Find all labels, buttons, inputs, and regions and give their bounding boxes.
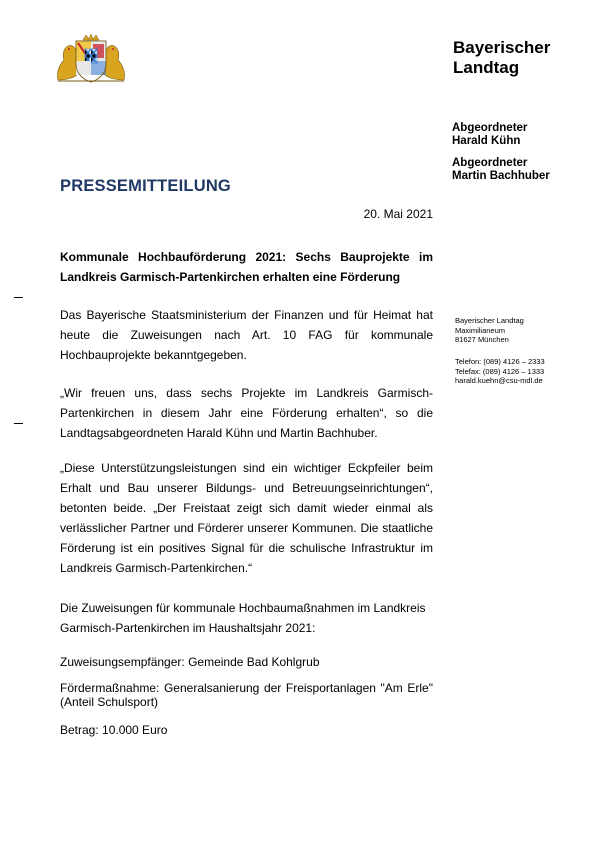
contact-phone: Telefon: (089) 4126 – 2333 [455, 357, 545, 366]
brand-wordmark [453, 38, 583, 78]
brand-line-1: Bayerischer [453, 38, 551, 57]
contact-numbers [455, 357, 585, 386]
contact-org: Bayerischer Landtag [455, 316, 524, 325]
brand-line-2: Landtag [453, 58, 520, 77]
delegate-1 [452, 122, 592, 147]
document-title: PRESSEMITTEILUNG [60, 177, 231, 195]
contact-email: harald.kuehn@csu-mdl.de [455, 376, 543, 385]
coat-of-arms-logo [54, 34, 128, 84]
delegate-name: Martin Bachhuber [452, 169, 550, 182]
contact-fax: Telefax: (089) 4126 – 1333 [455, 366, 545, 376]
headline: Kommunale Hochbauförderung 2021: Sechs Bauprojekte im Landkreis Garmisch-Partenkirchen erhalten eine Förderung [60, 250, 433, 284]
paragraph-allocations: Die Zuweisungen für kommunale Hochbaumaßnahmen im Landkreis Garmisch-Partenkirchen im Haushaltsjahr 2021: [60, 601, 426, 635]
recipient-line: Zuweisungsempfänger: Gemeinde Bad Kohlgrub [60, 655, 320, 669]
document-date: 20. Mai 2021 [363, 207, 433, 221]
paragraph-intro: Das Bayerische Staatsministerium der Finanzen und für Heimat hat heute die Zuweisungen nach Art. 10 FAG für kommunale Hochbauprojekte bekanntgegeben. [60, 308, 433, 362]
delegate-role: Abgeordneter [452, 157, 528, 169]
paragraph-quote-1: „Wir freuen uns, dass sechs Projekte im Landkreis Garmisch-Partenkirchen in diesem Jahr eine Förderung erhalten“, so die Landtagsabgeordneten Harald Kühn und Martin Bachhuber. [60, 386, 433, 440]
contact-city: 81627 München [455, 335, 509, 344]
contact-address [455, 316, 585, 345]
amount-line: Betrag: 10.000 Euro [60, 723, 168, 737]
delegate-name: Harald Kühn [452, 134, 521, 147]
measure-line: Fördermaßnahme: Generalsanierung der Freisportanlagen "Am Erle" (Anteil Schulsport) [60, 681, 433, 709]
delegate-role: Abgeordneter [452, 122, 528, 134]
fold-mark [14, 423, 23, 424]
delegate-2 [452, 157, 592, 182]
contact-street: Maximilianeum [455, 325, 506, 335]
fold-mark [14, 297, 23, 298]
paragraph-quote-2: „Diese Unterstützungsleistungen sind ein wichtiger Eckpfeiler beim Erhalt und Bau unserer Bildungs- und Betreuungseinrichtungen“, betonten beide. „Der Freistaat zeigt sich damit wieder einmal als verlässlicher Partner und Förderer unserer Kommunen. Die staatliche Förderung ist ein positives Signal für die schulische Infrastruktur im Landkreis Garmisch-Partenkirchen.“ [60, 461, 433, 575]
